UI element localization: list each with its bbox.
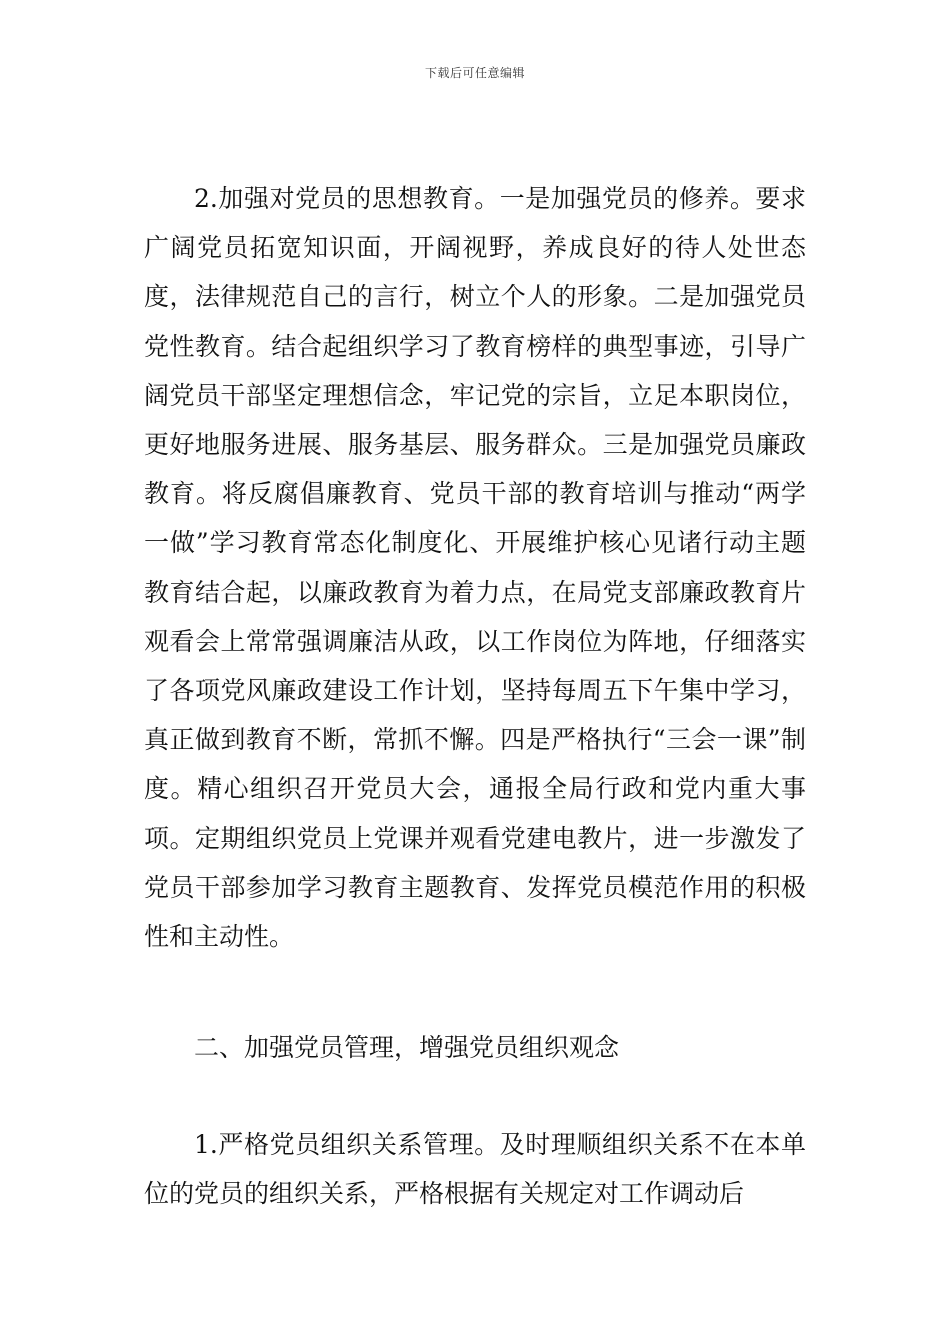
body-paragraph-organization-management: 1.严格党员组织关系管理。及时理顺组织关系不在本单位的党员的组织关系，严格根据有关规定对工作调动后	[144, 1130, 806, 1209]
section-heading: 二、加强党员管理，增强党员组织观念	[194, 1033, 620, 1062]
header-note: 下载后可任意编辑	[424, 66, 525, 80]
body-paragraph-thought-education: 2.加强对党员的思想教育。一是加强党员的修养。要求广阔党员拓宽知识面，开阔视野，养成良好的待人处世态度，法律规范自己的言行，树立个人的形象。二是加强党员党性教育。结合起组织学习了教育榜样的典型事迹，引导广阔党员干部坚定理想信念，牢记党的宗旨，立足本职岗位，更好地服务进展、服务基层、服务群众。三是加强党员廉政教育。将反腐倡廉教育、党员干部的教育培训与推动“两学一做”学习教育常态化制度化、开展维护核心见诸行动主题教育结合起，以廉政教育为着力点，在局党支部廉政教育片观看会上常常强调廉洁从政，以工作岗位为阵地，仔细落实了各项党风廉政建设工作计划，坚持每周五下午集中学习，真正做到教育不断，常抓不懈。四是严格执行“三会一课”制度。精心组织召开党员大会，通报全局行政和党内重大事项。定期组织党员上党课并观看党建电教片，进一步激发了党员干部参加学习教育主题教育、发挥党员模范作用的积极性和主动性。	[144, 184, 806, 952]
